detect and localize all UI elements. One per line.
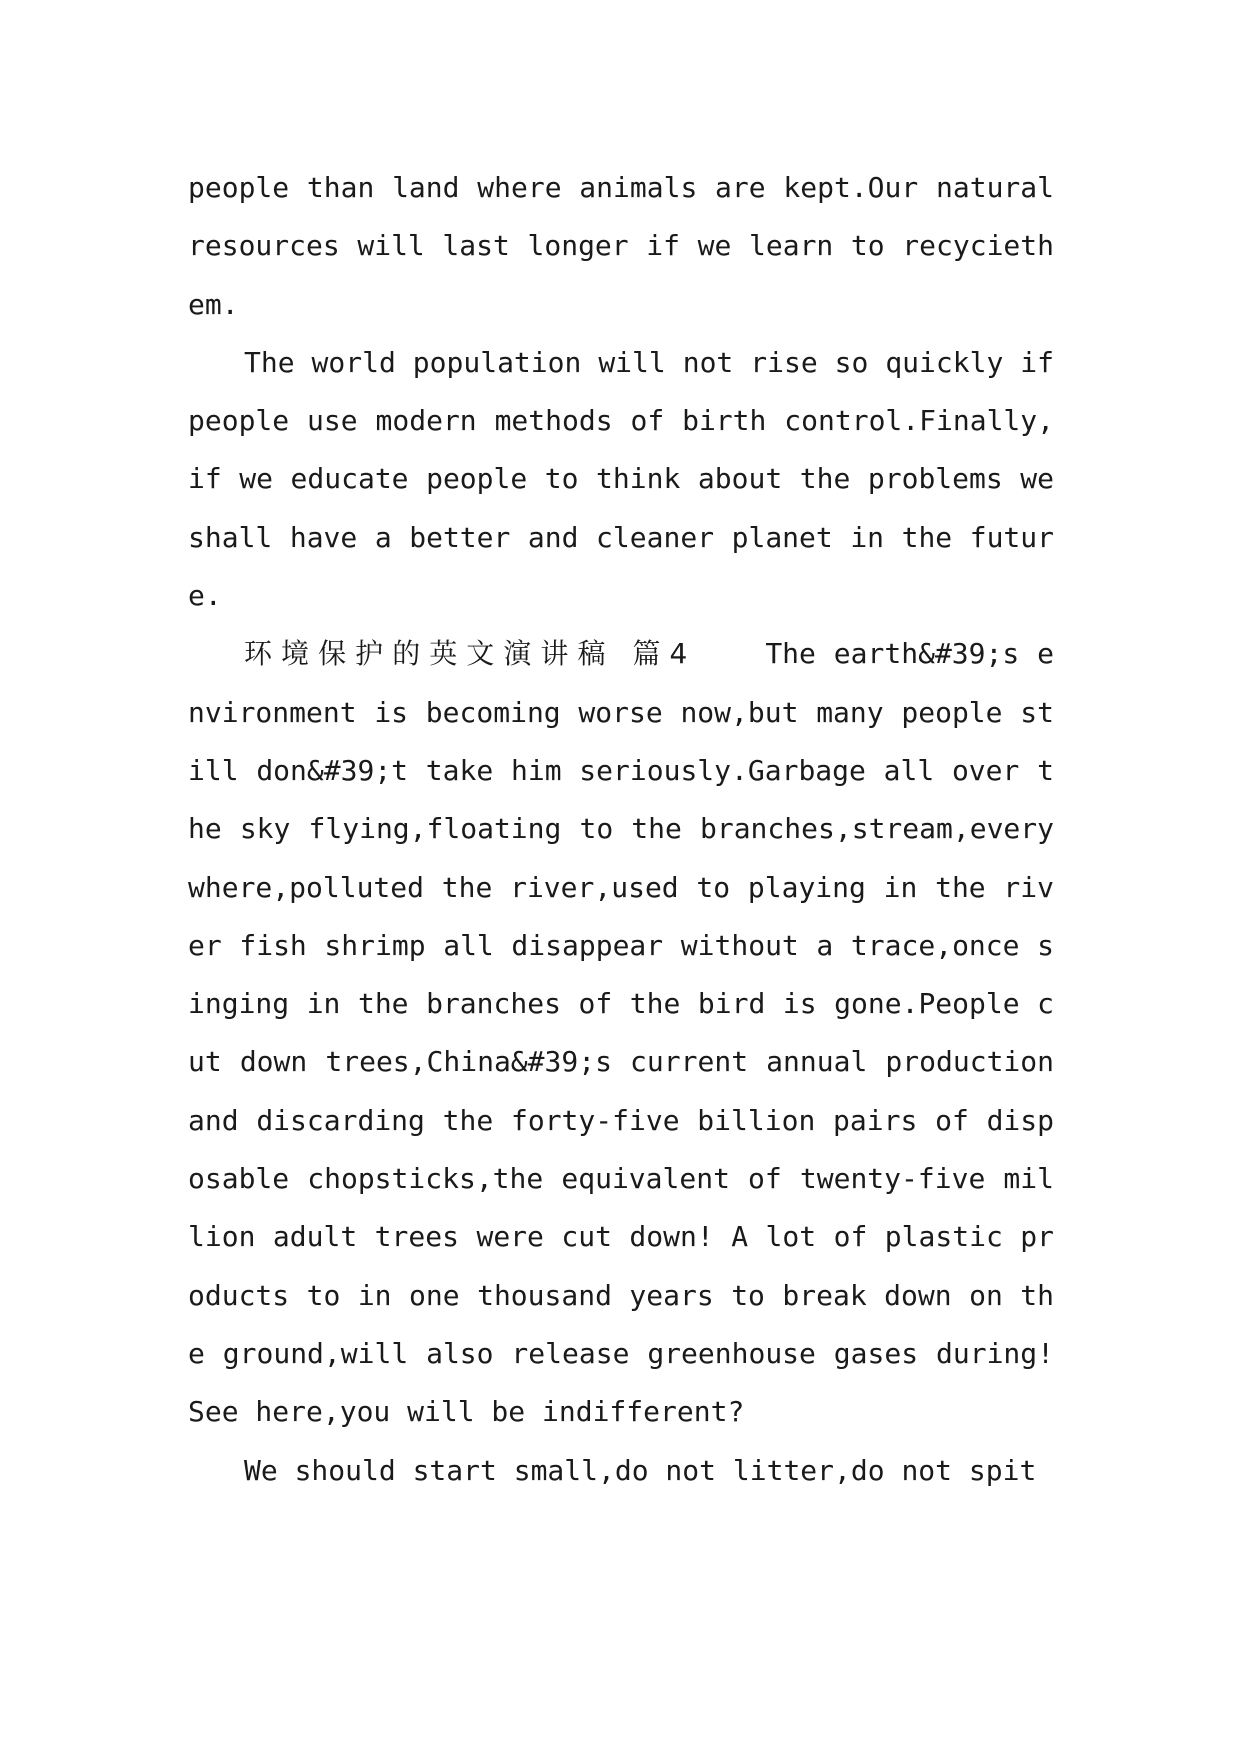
section-heading: 环境保护的英文演讲稿 篇4 (244, 637, 696, 671)
paragraph-earth-environment (188, 625, 1054, 1441)
section-text: The earth&#39;s environment is becoming worse now,but many people still don&#39;t take him seriously.Garbage all over the sky flying,floating to the branches,stream,everywhere,polluted the river,used to playing in the river fish shrimp all disappear without a trace,once singing in the branches of the bird is gone.People cut down trees,China&#39;s current annual production and discarding the forty-five billion pairs of disposable chopsticks,the equivalent of twenty-five million adult trees were cut down! A lot of plastic products to in one thousand years to break down on the ground,will also release greenhouse gases during! See here,you will be indifferent? (188, 637, 1055, 1429)
paragraph-start-small: We should start small,do not litter,do not spit (244, 1453, 1037, 1487)
paragraph-population: The world population will not rise so quickly if people use modern methods of birth control.Finally,if we educate people to think about the problems we shall have a better and cleaner planet in the future. (188, 345, 1054, 613)
body-text (188, 159, 1054, 1500)
paragraph-continuation: people than land where animals are kept.Our natural resources will last longer if we learn to recyciethem. (188, 171, 1054, 321)
